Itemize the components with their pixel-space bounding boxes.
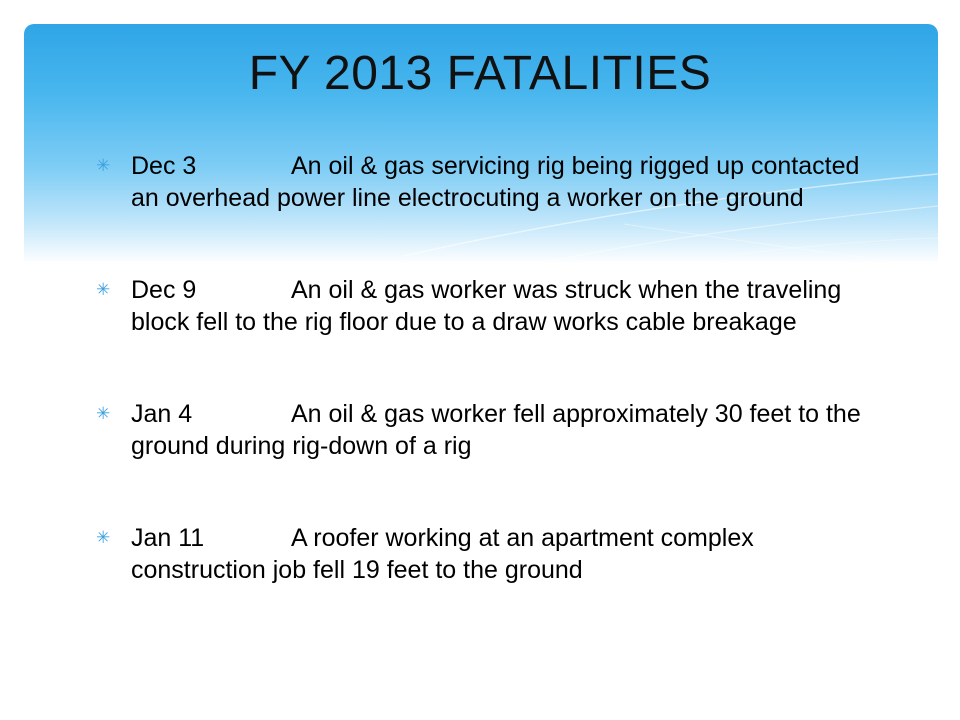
list-item (96, 274, 876, 338)
asterisk-bullet-icon: ✳ (96, 404, 111, 424)
incident-description: A roofer working at an apartment complex construction job fell 19 feet to the ground (131, 524, 754, 584)
incident-description: An oil & gas worker was struck when the traveling block fell to the rig floor due to a draw works cable breakage (131, 276, 842, 336)
incident-description: An oil & gas worker fell approximately 30 feet to the ground during rig-down of a rig (131, 400, 861, 460)
incident-date: Dec 3 (131, 152, 197, 180)
incident-date: Dec 9 (131, 276, 197, 304)
asterisk-bullet-icon: ✳ (96, 280, 111, 300)
asterisk-bullet-icon: ✳ (96, 528, 111, 548)
list-item (96, 150, 876, 214)
fatality-list (96, 150, 876, 586)
list-item (96, 522, 876, 586)
slide-title: FY 2013 FATALITIES (248, 47, 712, 100)
incident-date: Jan 4 (131, 400, 193, 428)
incident-description: An oil & gas servicing rig being rigged up contacted an overhead power line electrocuting a worker on the ground (131, 152, 860, 212)
list-item (96, 398, 876, 462)
asterisk-bullet-icon: ✳ (96, 156, 111, 176)
incident-date: Jan 11 (131, 524, 205, 552)
